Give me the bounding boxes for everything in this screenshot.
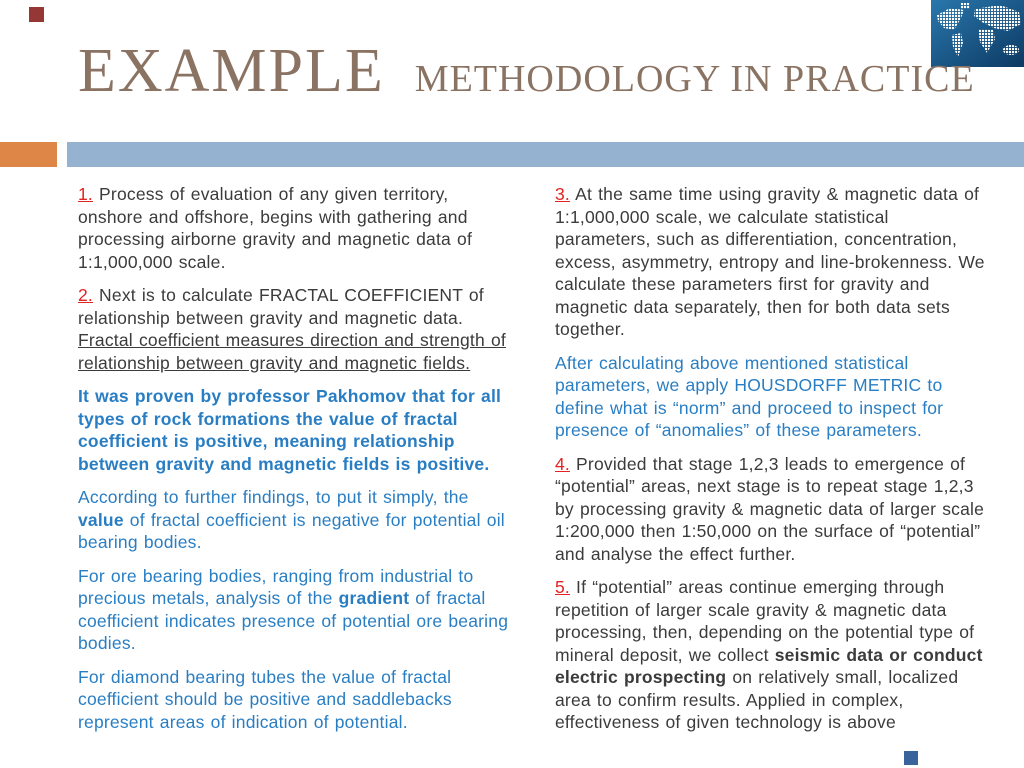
text-segment: of fractal coefficient is negative for potential oil bearing bodies. <box>78 509 505 552</box>
text-segment: If “potential” areas continue emerging through repetition of larger scale gravity & magnetic data processing, then, depending on the potential type of mineral deposit, we collect <box>555 577 975 665</box>
text-segment: gradient <box>338 588 410 608</box>
text-segment: Process of evaluation of any given territory, onshore and offshore, begins with gathering and processing airborne gravity and magnetic data of 1:1,000,000 scale. <box>78 184 473 272</box>
paragraph <box>78 385 513 475</box>
text-segment: Next is to calculate FRACTAL COEFFICIENT of relationship between gravity and magnetic data. <box>78 285 484 328</box>
right-column <box>555 183 990 745</box>
text-segment: For diamond bearing tubes the value of fractal coefficient should be positive and saddlebacks represent areas of indication of potential. <box>78 666 452 732</box>
text-segment: on relatively small, localized area to confirm results. Applied in complex, effectiveness of given technology is above <box>555 667 959 732</box>
accent-band-orange-square <box>0 142 57 167</box>
text-segment: It was proven by professor Pakhomov that for all types of rock formations the value of fractal coefficient is positive, meaning relationship between gravity and magnetic fields is positive. <box>78 386 502 474</box>
accent-band <box>0 142 1024 167</box>
text-segment: seismic data or conduct electric prospecting <box>555 644 983 687</box>
text-segment: After calculating above mentioned statistical parameters, we apply HOUSDORFF METRIC to define what is “norm” and proceed to inspect for presence of “anomalies” of these parameters. <box>555 352 944 440</box>
list-number: 3. <box>555 184 570 204</box>
list-number: 2. <box>78 285 93 305</box>
text-segment: According to further findings, to put it simply, the <box>78 487 469 507</box>
top-left-accent-square <box>29 7 44 22</box>
world-map-logo-icon <box>931 0 1024 67</box>
bottom-right-accent-square <box>904 751 918 765</box>
paragraph <box>78 284 513 374</box>
accent-band-blue-bar <box>67 142 1024 167</box>
text-segment: For ore bearing bodies, ranging from industrial to precious metals, analysis of the <box>78 565 474 608</box>
paragraph <box>555 183 990 341</box>
paragraph <box>78 183 513 273</box>
paragraph <box>555 576 990 734</box>
text-segment: At the same time using gravity & magnetic data of 1:1,000,000 scale, we calculate statistical parameters, such as differentiation, concentration, excess, asymmetry, entropy and line-brokenness. We calculate these parameters first for gravity and magnetic data separately, then for both data sets together. <box>555 184 985 339</box>
list-number: 1. <box>78 184 93 204</box>
paragraph <box>555 352 990 442</box>
left-column <box>78 183 513 745</box>
paragraph <box>78 565 513 655</box>
slide-body <box>78 183 990 745</box>
paragraph <box>78 486 513 554</box>
text-segment: Provided that stage 1,2,3 leads to emergence of “potential” areas, next stage is to repeat stage 1,2,3 by processing gravity & magnetic data of larger scale 1:200,000 then 1:50,000 on the surface of “potential” and analyse the effect further. <box>555 453 985 564</box>
list-number: 5. <box>555 577 570 597</box>
text-segment: value <box>78 509 124 530</box>
paragraph <box>555 453 990 566</box>
paragraph <box>78 666 513 734</box>
slide-title <box>78 37 975 105</box>
title-main: EXAMPLE <box>78 37 385 105</box>
text-segment: Fractal coefficient measures direction and strength of relationship between gravity and magnetic fields. <box>78 330 506 373</box>
title-subtitle: METHODOLOGY IN PRACTICE <box>414 58 975 100</box>
text-segment: of fractal coefficient indicates presence of potential ore bearing bodies. <box>78 588 509 653</box>
list-number: 4. <box>555 453 570 474</box>
